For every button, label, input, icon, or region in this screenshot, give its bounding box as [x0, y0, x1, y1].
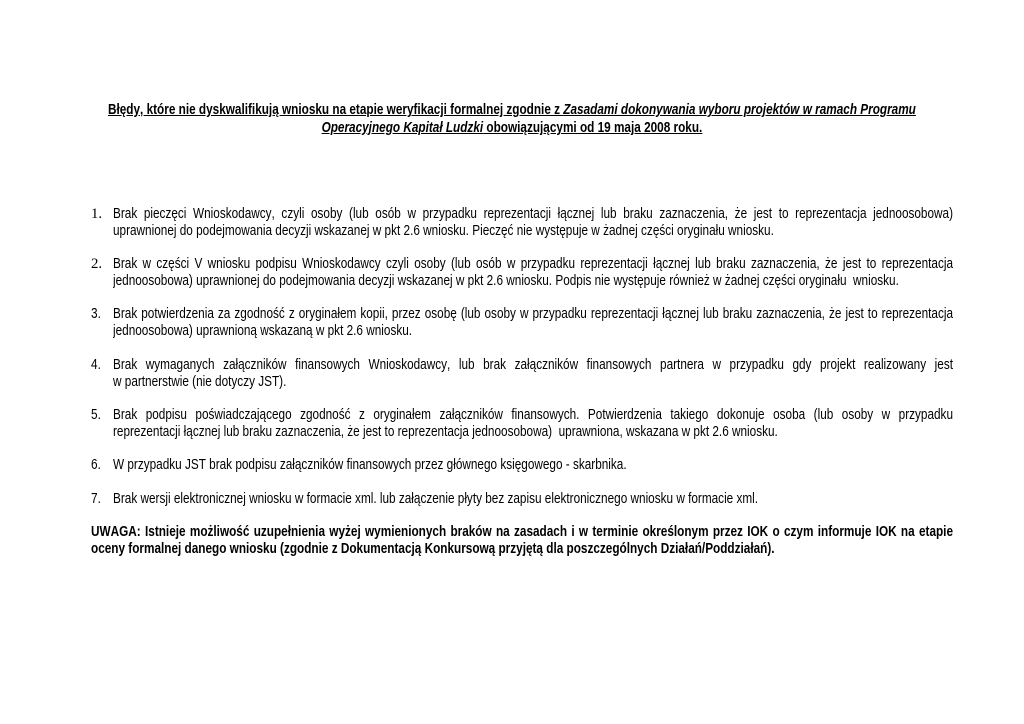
- list-item: [0, 206, 1024, 240]
- note-line: UWAGA: Istnieje możliwość uzupełnienia wyżej wymienionych braków na zasadach i w terminie określonym przez IOK o czym informuje IOK na etapie: [91, 524, 953, 541]
- list-item-text: [113, 491, 953, 508]
- text-line: Brak wersji elektronicznej wniosku w formacie xml. lub załączenie płyty bez zapisu elektronicznego wniosku w formacie xml.: [113, 490, 759, 507]
- text-line: W przypadku JST brak podpisu załączników finansowych przez głównego księgowego - skarbnika.: [113, 457, 627, 474]
- error-list: [0, 206, 1024, 559]
- list-item: [0, 306, 1024, 340]
- text-line: Brak podpisu poświadczającego zgodność z oryginałem załączników finansowych. Potwierdzenia takiego dokonuje osoba (lub osoby w przypadku: [113, 407, 953, 424]
- text-line: Brak potwierdzenia za zgodność z oryginałem kopii, przez osobę (lub osoby w przypadku reprezentacji łącznej lub braku zaznaczenia, że jest to reprezentacja: [113, 306, 953, 323]
- list-item-number: 3.: [91, 306, 101, 323]
- list-item-text: [113, 256, 953, 290]
- title-line-2-text: obowiązującymi od 19 maja 2008 roku.: [483, 120, 703, 136]
- note-line: oceny formalnej danego wniosku (zgodnie z Dokumentacją Konkursową przyjętą dla poszczególnych Działań/Poddziałań).: [91, 541, 775, 558]
- list-item: [0, 491, 1024, 508]
- text-line: Brak wymaganych załączników finansowych Wnioskodawcy, lub brak załączników finansowych partnera w przypadku gdy projekt realizowany jest: [113, 356, 953, 373]
- list-item-text: [113, 306, 953, 340]
- warning-note: [91, 524, 953, 558]
- list-item: [0, 357, 1024, 391]
- text-line: uprawnionej do podejmowania decyzji wskazanej w pkt 2.6 wniosku. Pieczęć nie występuje w żadnej części oryginału wniosku.: [113, 222, 774, 239]
- list-item-number: 1.: [91, 205, 103, 222]
- title-line-2-italic: Operacyjnego Kapitał Ludzki: [321, 120, 484, 136]
- list-item: [0, 256, 1024, 290]
- list-item-text: [113, 457, 953, 474]
- text-line: Brak pieczęci Wnioskodawcy, czyli osoby (lub osób w przypadku reprezentacji łącznej lub braku zaznaczenia, że jest to reprezentacja jednoosobowa): [113, 205, 953, 222]
- list-item-number: 6.: [91, 457, 101, 474]
- list-item-text: [113, 357, 953, 391]
- list-item-number: 4.: [91, 356, 101, 373]
- document-title-text: [60, 101, 964, 137]
- text-line: Brak w części V wniosku podpisu Wnioskodawcy czyli osoby (lub osób w przypadku reprezentacji łącznej lub braku zaznaczenia, że jest to reprezentacja: [113, 255, 953, 272]
- title-line-1-text: Błędy, które nie dyskwalifikują wniosku na etapie weryfikacji formalnej zgodnie z: [107, 102, 564, 118]
- list-item-number: 2.: [91, 255, 103, 272]
- text-line: jednoosobowa) uprawnionej do podejmowania decyzji wskazanej w pkt 2.6 wniosku. Podpis nie występuje również w żadnej części oryginału wniosku.: [113, 272, 899, 289]
- text-line: reprezentacji łącznej lub braku zaznaczenia, że jest to reprezentacja jednoosobowa) uprawniona, wskazana w pkt 2.6 wniosku.: [113, 424, 778, 441]
- list-item: [0, 407, 1024, 441]
- title-line-1-italic: Zasadami dokonywania wyboru projektów w ramach Programu: [563, 102, 916, 118]
- document-title: [60, 101, 964, 137]
- text-line: w partnerstwie (nie dotyczy JST).: [113, 373, 287, 390]
- list-item-text: [113, 407, 953, 441]
- list-item: [0, 457, 1024, 474]
- list-item-text: [113, 206, 953, 240]
- list-item-number: 5.: [91, 407, 101, 424]
- list-item-number: 7.: [91, 490, 101, 507]
- title-line-2: [60, 119, 964, 137]
- text-line: jednoosobowa) uprawnioną wskazaną w pkt 2.6 wniosku.: [113, 323, 413, 340]
- title-line-1: [60, 101, 964, 119]
